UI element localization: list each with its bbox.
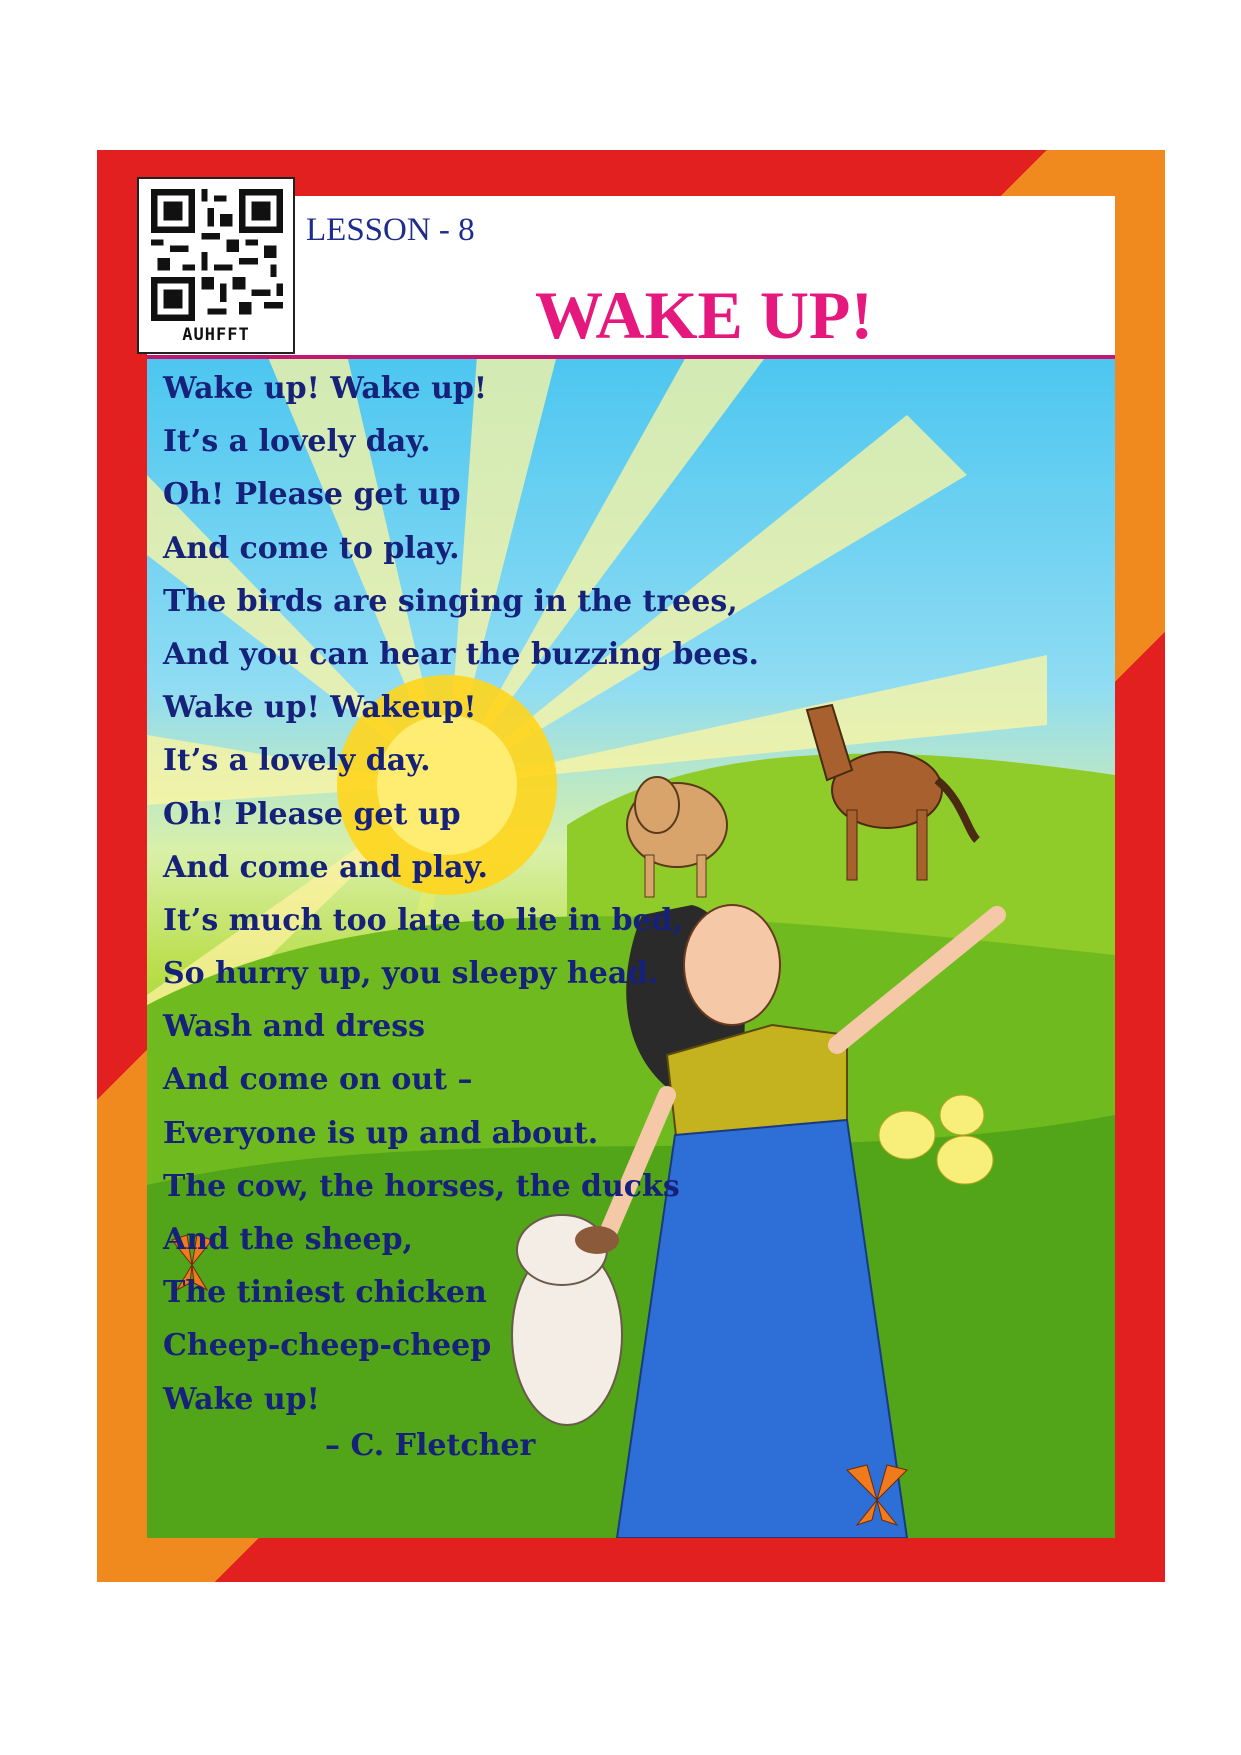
poem-line: Cheep-cheep-cheep xyxy=(163,1328,492,1364)
poem-line: Wash and dress xyxy=(163,1009,425,1045)
poem-line: Everyone is up and about. xyxy=(163,1115,599,1151)
poem-line: Oh! Please get up xyxy=(163,477,461,513)
poem-line: It’s much too late to lie in bed, xyxy=(163,902,684,938)
poem-line: And you can hear the buzzing bees. xyxy=(163,636,759,672)
poem-line: The tiniest chicken xyxy=(163,1275,487,1311)
poem-line: Wake up! Wake up! xyxy=(163,371,488,406)
qr-label: AUHFFT xyxy=(182,325,250,345)
poem-line: It’s a lovely day. xyxy=(163,743,431,779)
poem-author: – C. Fletcher xyxy=(325,1428,536,1463)
poem-line: Oh! Please get up xyxy=(163,796,461,832)
poem xyxy=(163,362,759,1426)
poem-line: Wake up! xyxy=(163,1381,320,1417)
qr-code-icon xyxy=(151,189,283,321)
poem-line: Wake up! Wakeup! xyxy=(163,690,477,726)
poem-line: The birds are singing in the trees, xyxy=(163,583,738,619)
poem-line: And come on out – xyxy=(163,1062,473,1098)
lesson-number: LESSON - 8 xyxy=(306,212,475,248)
poem-line: It’s a lovely day. xyxy=(163,424,431,460)
poem-line: And the sheep, xyxy=(163,1222,414,1257)
poem-line: And come to play. xyxy=(163,530,460,566)
poem-line: And come and play. xyxy=(163,849,488,885)
poem-line: So hurry up, you sleepy head. xyxy=(163,956,659,992)
qr-code[interactable] xyxy=(137,177,295,354)
poem-line: The cow, the horses, the ducks xyxy=(163,1168,680,1204)
page-title: WAKE UP! xyxy=(535,277,874,353)
